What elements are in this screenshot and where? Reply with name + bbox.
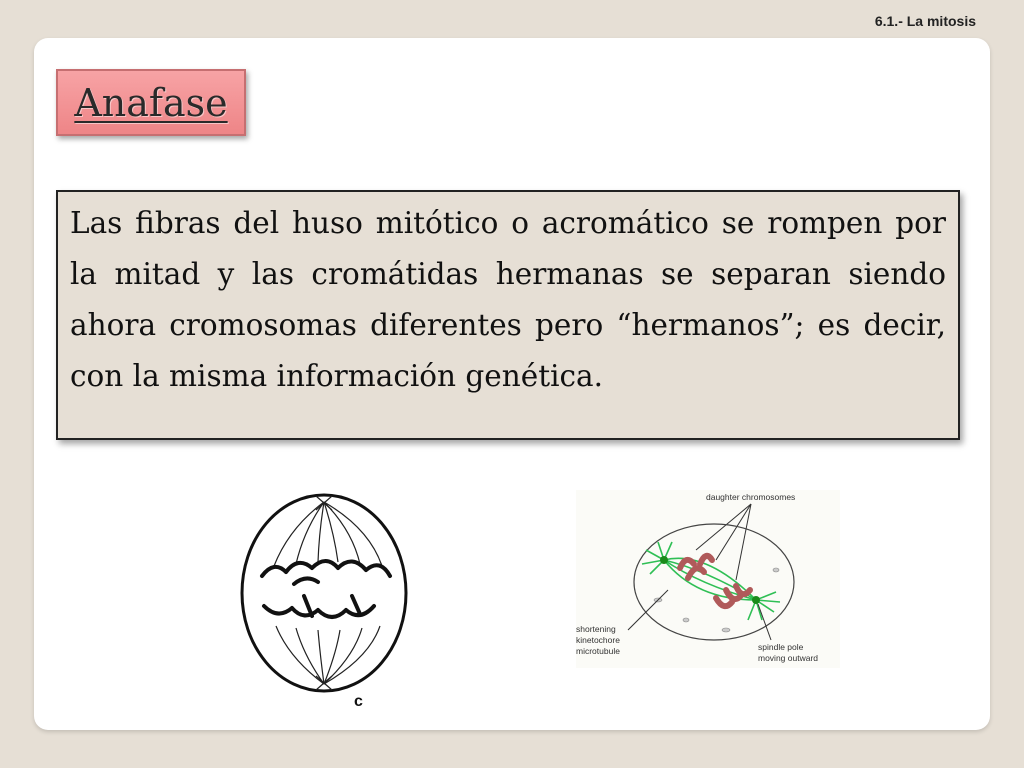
label-daughter-chromosomes: daughter chromosomes [706,492,796,502]
figure-left-caption: c [354,693,363,710]
spindle-fibers-top [274,496,382,566]
label-shortening: shortening [576,624,616,634]
section-label: 6.1.- La mitosis [874,13,976,29]
cell-membrane [634,524,794,640]
anaphase-diagram-right [576,490,840,668]
anaphase-drawing-left [234,488,419,710]
spindle-pole-left [660,556,668,564]
label-spindle-pole: spindle pole [758,642,804,652]
slide [34,38,990,730]
cell-outline [242,495,406,691]
label-kinetochore: kinetochore [576,635,620,645]
text-box [56,190,960,440]
title-box [56,69,246,136]
chromosomes-lower [264,596,374,617]
label-microtubule: microtubule [576,646,620,656]
chromosomes-upper [262,561,390,584]
body-text: Las fibras del huso mitótico o acromático se rompen por la mitad y las cromátidas hermanas se separan siendo ahora cromosomas diferentes pero “hermanos”; es decir, con la misma información genética. [70,206,946,393]
spindle-fibers-bottom [276,626,380,690]
pointer-line [628,590,668,630]
label-moving-outward: moving outward [758,653,819,663]
spindle-pole-right [752,596,760,604]
pointer-line [696,504,751,550]
slide-title: Anafase [74,80,228,125]
